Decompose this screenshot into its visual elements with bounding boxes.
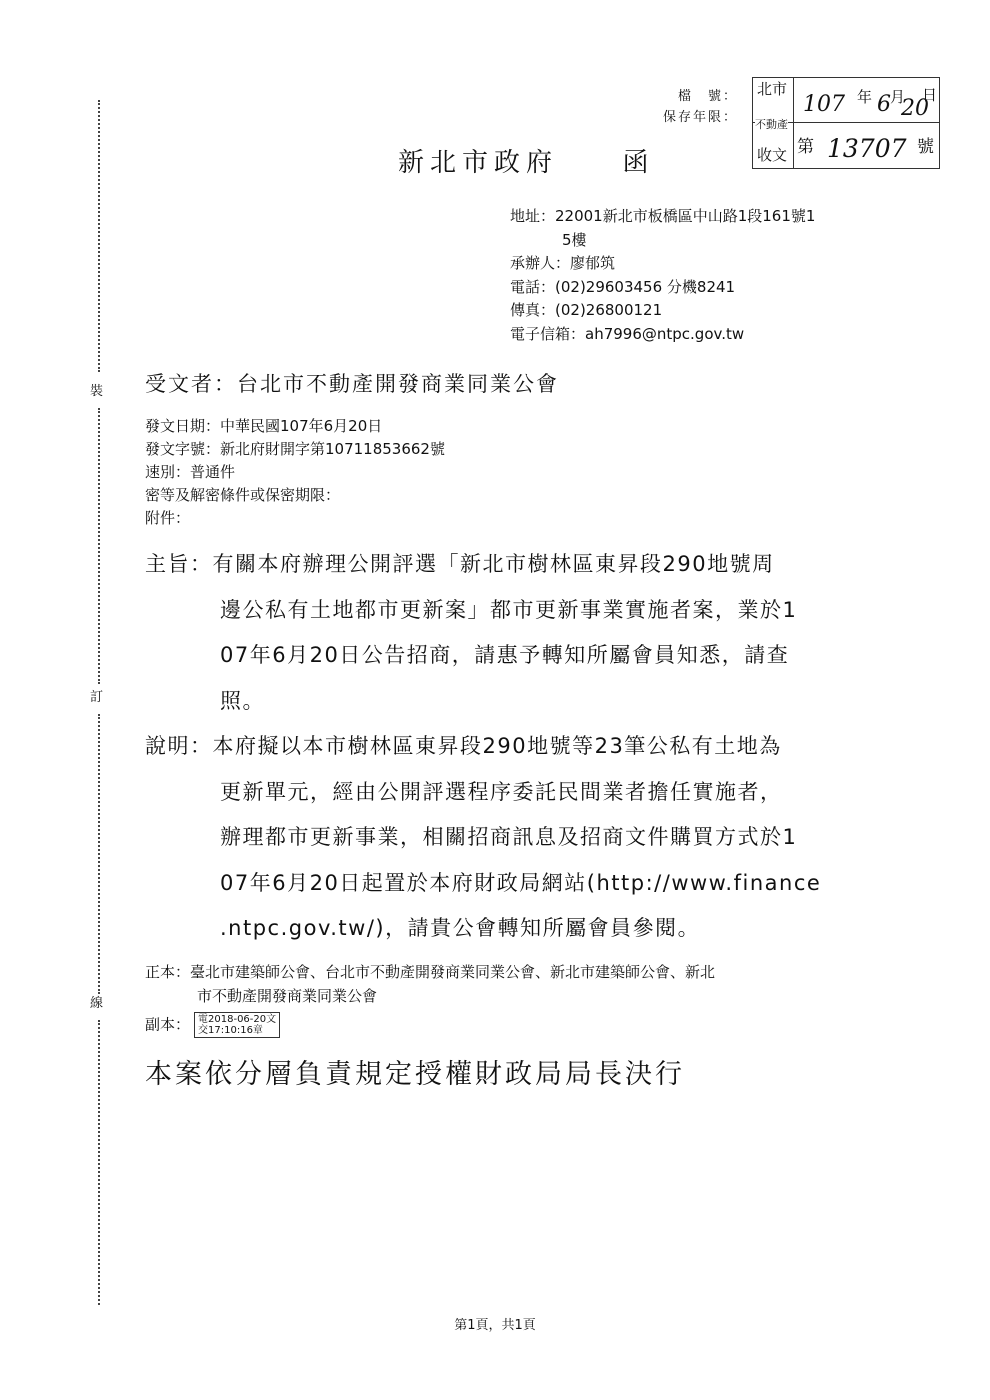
recipient: 受文者：台北市不動產開發商業同業公會: [145, 372, 559, 396]
stamp-number-prefix: 第: [797, 137, 814, 157]
title-org: 新北市政府: [398, 148, 559, 178]
subject-line: 主旨：有關本府辦理公開評選「新北市樹林區東昇段290地號周: [145, 552, 775, 576]
binding-margin-line: [98, 1020, 100, 1305]
handler: 承辦人：廖郁筑: [510, 254, 616, 272]
secrecy-level: 密等及解密條件或保密期限：: [145, 486, 341, 504]
stamp-day: 20: [901, 96, 929, 121]
binding-margin-line: [98, 100, 100, 372]
receipt-stamp: [752, 77, 940, 169]
binding-mark-ding: 訂: [90, 690, 104, 705]
authorization-statement: 本案依分層負責規定授權財政局局長決行: [145, 1059, 685, 1090]
explanation-line: 辦理都市更新事業，相關招商訊息及招商文件購買方式於1: [220, 825, 798, 849]
explanation-line: 說明：本府擬以本市樹林區東昇段290地號等23筆公私有土地為: [145, 734, 782, 758]
binding-margin-line: [98, 714, 100, 994]
document-title: [398, 142, 655, 179]
subject-line: 照。: [220, 688, 265, 713]
explanation-line: .ntpc.gov.tw/)，請貴公會轉知所屬會員參閱。: [220, 916, 701, 940]
delivery-speed: 速別：普通件: [145, 463, 236, 481]
address-line-continued: 5樓: [562, 230, 587, 249]
email: 電子信箱：ah7996@ntpc.gov.tw: [510, 324, 745, 343]
stamp-day-unit: 日: [922, 86, 938, 104]
subject-line: 07年6月20日公告招商，請惠予轉知所屬會員知悉，請查: [220, 643, 790, 667]
binding-mark-zhuang: 裝: [90, 384, 104, 399]
explanation-line: 更新單元，經由公開評選程序委託民間業者擔任實施者，: [220, 779, 783, 804]
stamp-number: 13707: [827, 134, 907, 163]
binding-margin-line: [98, 408, 100, 684]
address-line: 地址：22001新北市板橋區中山路1段161號1: [510, 207, 816, 225]
subject-line: 邊公私有土地都市更新案」都市更新事業實施者案，業於1: [220, 597, 798, 622]
phone: 電話：(02)29603456 分機8241: [510, 277, 736, 296]
explanation-line: 07年6月20日起置於本府財政局網站(http://www.finance: [220, 870, 822, 895]
e-stamp-line: 電2018-06-20文: [198, 1014, 277, 1025]
electronic-exchange-stamp: [194, 1012, 280, 1038]
retention-label: 保存年限：: [663, 110, 739, 125]
stamp-year: 107: [803, 92, 845, 117]
stamp-month: 6: [877, 92, 891, 117]
page-number: 第1頁，共1頁: [454, 1318, 536, 1333]
document-meta: [145, 415, 445, 530]
stamp-year-unit: 年: [857, 88, 873, 106]
file-number-label: 檔 號：: [678, 89, 739, 104]
stamp-month-unit: 月: [890, 88, 906, 106]
issue-date: 發文日期：中華民國107年6月20日: [145, 417, 383, 435]
explanation-paragraph: [145, 724, 821, 952]
e-stamp-line: 交17:10:16章: [198, 1025, 263, 1036]
stamp-top-left: 北市: [757, 80, 788, 98]
attachment: 附件：: [145, 509, 191, 527]
stamp-bottom-left: 收文: [757, 146, 788, 164]
stamp-divider: [793, 78, 794, 168]
stamp-number-suffix: 號: [917, 137, 934, 157]
contact-block: [510, 205, 815, 346]
copies-block: [145, 960, 715, 1038]
subject-paragraph: [145, 542, 797, 724]
stamp-mid-left: 不動產: [755, 116, 788, 134]
original-recipients-continued: 市不動產開發商業同業公會: [197, 987, 378, 1005]
title-type: 函: [622, 148, 655, 178]
file-labels: [663, 86, 738, 128]
document-number: 發文字號：新北府財開字第10711853662號: [145, 440, 445, 458]
binding-mark-xian: 線: [90, 996, 104, 1011]
duplicate-label: 副本：: [145, 1015, 191, 1034]
fax: 傳真：(02)26800121: [510, 301, 663, 319]
duplicate-recipients: [145, 1012, 715, 1038]
original-recipients: 正本：臺北市建築師公會、台北市不動產開發商業同業公會、新北市建築師公會、新北: [145, 963, 716, 981]
